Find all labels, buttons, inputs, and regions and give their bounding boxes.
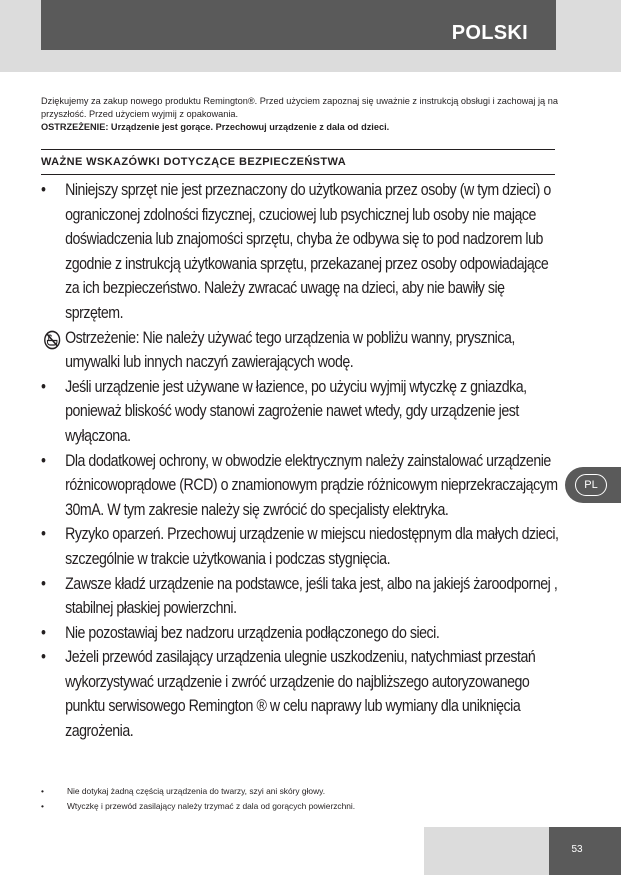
list-item-warning [41,326,559,375]
list-item [41,375,559,449]
small-list-item [41,784,561,799]
divider-bottom [41,174,555,175]
language-side-tab [565,467,621,503]
list-item-text: Ryzyko oparzeń. Przechowuj urządzenie w miejscu niedostępnym dla małych dzieci, szczególnie w trakcie użytkowania i podczas stygnięcia. [65,525,559,568]
bullet: • [41,648,46,667]
bullet: • [41,525,46,544]
section-title: WAŻNE WSKAZÓWKI DOTYCZĄCE BEZPIECZEŃSTWA [41,156,347,168]
list-item [41,178,559,326]
small-list-item [41,799,561,814]
page-number: 53 [549,827,621,875]
bullet: • [41,451,46,470]
no-bath-icon [44,330,61,350]
small-list-item-text: Wtyczkę i przewód zasilający należy trzymać z dala od gorących powierzchni. [67,801,356,811]
list-item-text: Dla dodatkowej ochrony, w obwodzie elektrycznym należy zainstalować urządzenie różnicowoprądowe (RCD) o znamionowym prądzie różnicowym nieprzekraczającym 30mA. W tym zakresie należy się zwrócić do specjalisty elektryka. [65,451,558,519]
intro-paragraph: Dziękujemy za zakup nowego produktu Remington®. Przed użyciem zapoznaj się uważnie z instrukcją obsługi i zachowaj ją na przyszłość. Przed użyciem wyjmij z opakowania. [41,96,558,119]
list-item [41,572,559,621]
list-item-text: Niniejszy sprzęt nie jest przeznaczony do użytkowania przez osoby (w tym dzieci) o ograniczonej zdolności fizycznej, czuciowej lub psychicznej lub osoby nie mające doświadczenia lub znajomości sprzętu, chyba że odbywa się to pod nadzorem lub zgodnie z instrukcją użytkowania sprzętu, przekazanej przez osoby odpowiadające za ich bezpieczeństwo. Należy zwracać uwagę na dzieci, aby nie bawiły się sprzętem. [65,181,551,322]
list-item-text: Jeśli urządzenie jest używane w łazience, po użyciu wyjmij wtyczkę z gniazdka, ponieważ bliskość wody stanowi zagrożenie nawet wtedy, gdy urządzenie jest wyłączona. [65,377,527,445]
language-code-badge: PL [575,474,607,496]
list-item [41,621,559,646]
bullet: • [41,801,44,811]
bullet: • [41,574,46,593]
list-item-text: Ostrzeżenie: Nie należy używać tego urządzenia w pobliżu wanny, prysznica, umywalki lub innych naczyń zawierających wodę. [65,328,515,372]
safety-list [41,178,559,744]
bullet: • [41,181,46,199]
list-item [41,645,559,743]
small-list-item-text: Nie dotykaj żadną częścią urządzenia do twarzy, szyi ani skóry głowy. [67,786,326,796]
bullet: • [41,786,44,796]
list-item [41,522,559,571]
intro-text [41,95,561,134]
list-item-text: Jeżeli przewód zasilający urządzenia ulegnie uszkodzeniu, natychmiast przestań wykorzystywać urządzenie i zwróć urządzenie do najbliższego autoryzowanego punktu serwisowego Remington ® w celu naprawy lub wymiany dla uniknięcia zagrożenia. [65,648,536,741]
hot-warning: OSTRZEŻENIE: Urządzenie jest gorące. Przechowuj urządzenie z dala od dzieci. [41,122,390,132]
list-item-text: Nie pozostawiaj bez nadzoru urządzenia podłączonego do sieci. [65,623,440,642]
bullet: • [41,377,46,396]
bullet: • [41,623,46,642]
language-header: POLSKI [41,0,556,50]
small-safety-list [41,784,561,814]
list-item-text: Zawsze kładź urządzenie na podstawce, jeśli taka jest, albo na jakiejś żaroodpornej , stabilnej płaskiej powierzchni. [65,574,558,618]
divider-top [41,149,555,150]
list-item [41,449,559,523]
